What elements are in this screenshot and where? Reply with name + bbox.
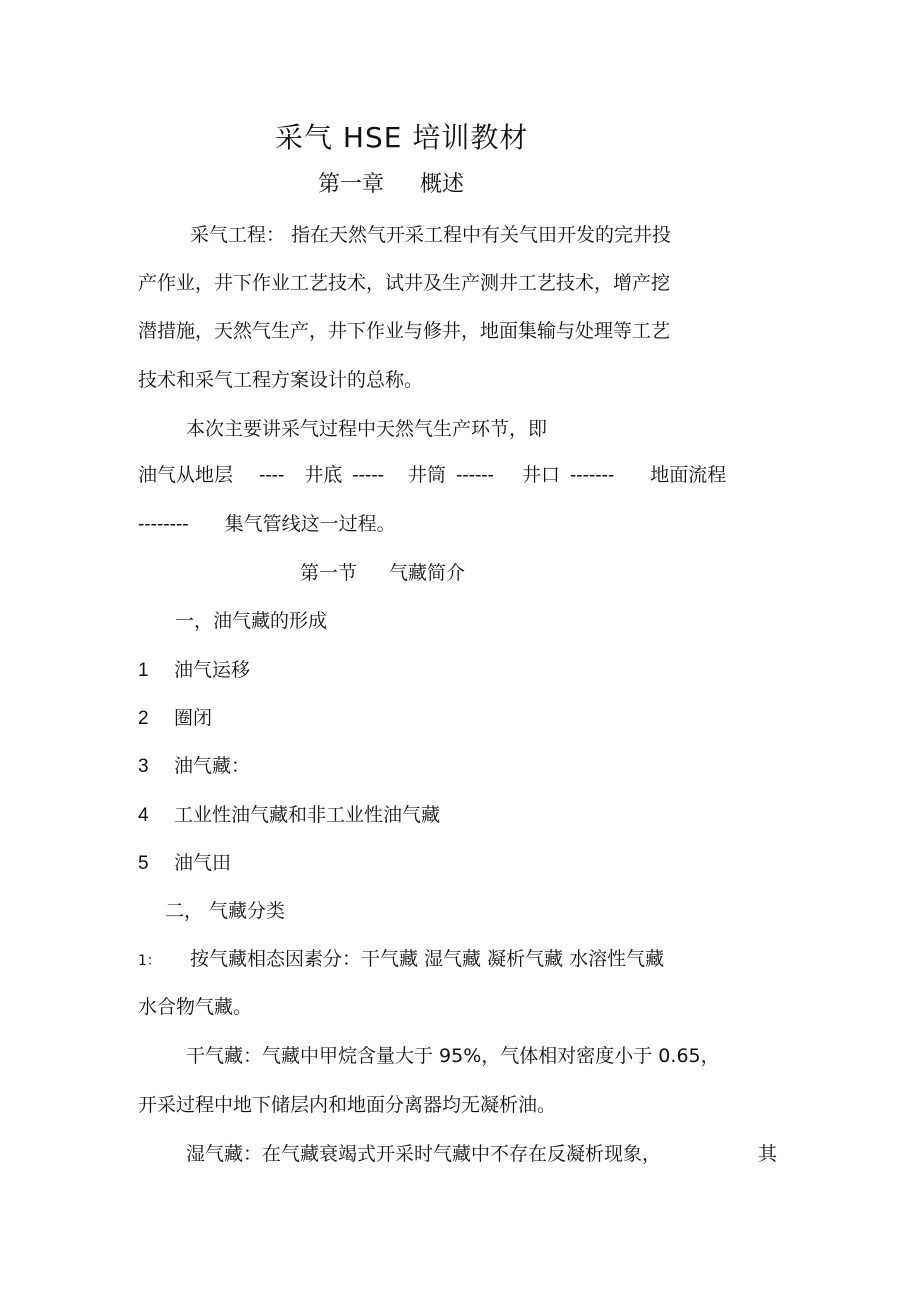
section-name: 气藏简介: [389, 562, 466, 584]
flow-arrow: -----: [352, 465, 384, 486]
flow-arrow: -------: [569, 465, 615, 486]
list-item-text: 油气运移: [174, 659, 251, 681]
intro-line-1: 采气工程： 指在天然气开采工程中有关气田开发的完井投: [190, 224, 672, 246]
part2-heading: 二， 气藏分类: [165, 900, 286, 922]
flow-arrow: ----: [259, 465, 285, 486]
chapter-name: 概述: [420, 172, 465, 197]
dry-gas-line-2: 开采过程中地下储层内和地面分离器均无凝析油。: [138, 1094, 557, 1116]
chapter-number: 第一章: [318, 172, 385, 197]
section-number: 第一节: [300, 562, 358, 584]
flow-stage: 井口: [521, 464, 560, 486]
list-item-number: 4: [138, 805, 149, 826]
list-item-text: 圈闭: [174, 707, 213, 729]
wet-gas-line-1-end: 其: [758, 1143, 778, 1165]
flow-stage: 油气从地层: [138, 464, 234, 486]
list-item-text: 油气藏：: [174, 755, 251, 777]
intro-line-2: 产作业，井下作业工艺技术，试井及生产测井工艺技术，增产挖: [138, 272, 671, 294]
part1-heading: 一，油气藏的形成: [175, 610, 328, 632]
flow-arrow: --------: [138, 514, 189, 535]
list-item-number: 5: [138, 853, 149, 874]
list-item: [138, 657, 250, 684]
list-item: [138, 753, 250, 780]
document-title: 采气 HSE 培训教材: [275, 121, 529, 154]
section-heading: [300, 560, 465, 586]
intro-line-4: 技术和采气工程方案设计的总称。: [138, 369, 424, 391]
list-item: [138, 850, 231, 877]
list-item: [138, 705, 212, 732]
list-item-text: 工业性油气藏和非工业性油气藏: [174, 804, 441, 826]
list-item-number: 2: [138, 708, 149, 729]
classification-text: 按气藏相态因素分：干气藏 湿气藏 凝析气藏 水溶性气藏: [190, 948, 665, 970]
list-item-text: 油气田: [174, 852, 232, 874]
classification-number: 1：: [138, 953, 161, 969]
flow-end: 集气管线这一过程。: [224, 513, 396, 535]
flow-stage: 地面流程: [650, 464, 727, 486]
classification-continuation: 水合物气藏。: [138, 996, 253, 1018]
flow-stage: 井底: [304, 464, 343, 486]
list-item-number: 1: [138, 660, 149, 681]
flow-line-2: [138, 511, 396, 538]
flow-arrow: ------: [456, 465, 494, 486]
flow-stage: 井筒: [407, 464, 446, 486]
flow-line: [138, 462, 726, 489]
scope-line-1: 本次主要讲采气过程中天然气生产环节，即: [186, 418, 548, 440]
dry-gas-line-1: 干气藏：气藏中甲烷含量大于 95%，气体相对密度小于 0.65，: [186, 1045, 720, 1067]
chapter-heading: [318, 170, 464, 200]
intro-line-3: 潜措施，天然气生产，井下作业与修井，地面集输与处理等工艺: [138, 320, 671, 342]
list-item: [138, 802, 440, 829]
list-item-number: 3: [138, 756, 149, 777]
wet-gas-line-1: 湿气藏：在气藏衰竭式开采时气藏中不存在反凝析现象，: [186, 1143, 662, 1165]
classification-line: [138, 946, 664, 974]
